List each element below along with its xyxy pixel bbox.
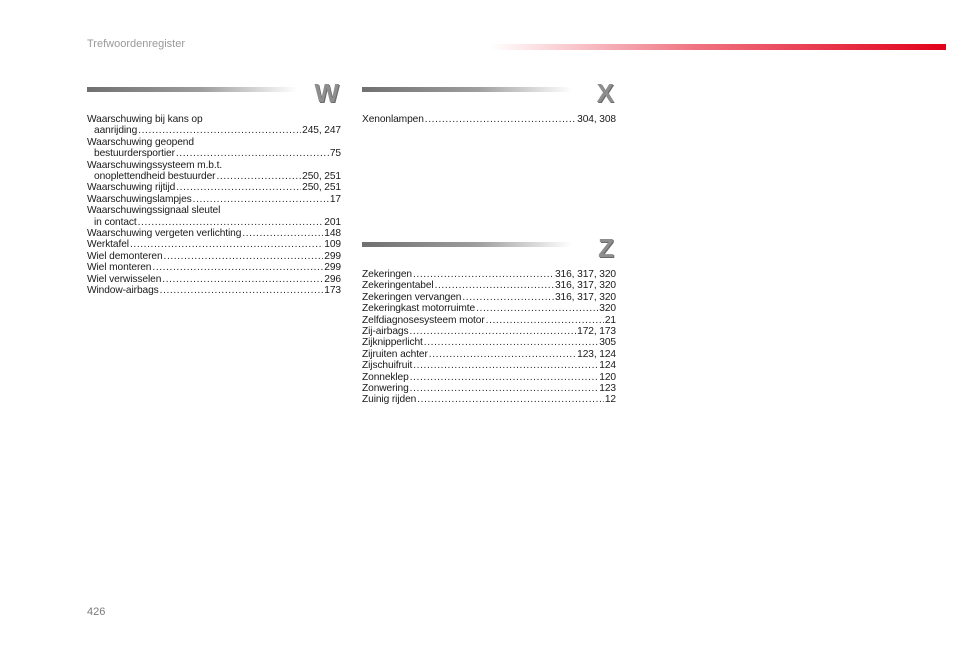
index-entry-pages[interactable]: 299 <box>324 250 341 262</box>
index-entry-term: Zekeringen <box>362 269 412 280</box>
header-title: Trefwoordenregister <box>87 38 186 50</box>
section-letter-x: X <box>596 78 614 108</box>
index-entry-term: Zij-airbags <box>362 326 409 338</box>
header-accent-bar <box>490 44 946 50</box>
index-entry-term: onoplettendheid bestuurder <box>94 171 216 183</box>
index-entry <box>87 125 341 136</box>
index-entry-term: Zekeringentabel <box>362 280 434 292</box>
section-rule <box>362 87 572 92</box>
index-entry-term: Zekeringkast motorruimte <box>362 303 476 315</box>
index-entry-pages[interactable]: 109 <box>324 239 341 251</box>
index-entry <box>87 217 341 228</box>
index-entry-pages[interactable]: 245, 247 <box>302 125 341 137</box>
index-entry-heading: Waarschuwing geopend <box>87 136 194 148</box>
index-entry-pages[interactable]: 316, 317, 320 <box>554 280 616 292</box>
index-entry-term: Waarschuwing vergeten verlichting <box>87 228 242 240</box>
index-entry <box>362 303 616 314</box>
index-entry-term: Wiel demonteren <box>87 250 163 262</box>
index-entry-term: in contact <box>94 216 137 228</box>
index-entry <box>362 315 616 326</box>
index-entry <box>87 239 341 250</box>
dot-leader <box>462 292 554 303</box>
index-entry-pages[interactable]: 21 <box>604 314 616 326</box>
dot-leader <box>413 360 598 371</box>
index-entry <box>362 280 616 291</box>
index-entries-w <box>87 114 341 297</box>
index-entry-term: Zelfdiagnosesysteem motor <box>362 314 485 326</box>
index-entry-term: Xenonlampen <box>362 114 424 125</box>
index-entry-term: Zijruiten achter <box>362 348 428 360</box>
index-entry-pages[interactable]: 304, 308 <box>577 114 616 125</box>
index-entry-pages[interactable]: 250, 251 <box>302 171 341 183</box>
section-letter-w: W <box>314 78 339 108</box>
index-entry <box>362 337 616 348</box>
index-entry <box>87 228 341 239</box>
index-entry-pages[interactable]: 316, 317, 320 <box>554 269 616 280</box>
dot-leader <box>476 303 598 314</box>
dot-leader <box>138 125 301 136</box>
index-entry <box>87 251 341 262</box>
index-entry-pages[interactable]: 201 <box>324 216 341 228</box>
index-entry-term: Waarschuwing rijtijd <box>87 182 176 194</box>
dot-leader <box>162 274 323 285</box>
index-entry-term: bestuurdersportier <box>94 148 175 160</box>
index-entry-pages[interactable]: 12 <box>604 394 616 406</box>
index-entry-pages[interactable]: 124 <box>599 360 616 372</box>
index-entry-term: Wiel verwisselen <box>87 273 162 285</box>
dot-leader <box>193 194 329 205</box>
index-entry <box>362 383 616 394</box>
index-entry-term: Zonwering <box>362 383 409 395</box>
dot-leader <box>160 285 324 296</box>
index-entry <box>362 269 616 280</box>
index-entry-pages[interactable]: 316, 317, 320 <box>554 291 616 303</box>
section-rule <box>87 87 297 92</box>
dot-leader <box>424 337 599 348</box>
dot-leader <box>176 148 329 159</box>
section-rule <box>362 242 572 247</box>
dot-leader <box>152 262 323 273</box>
index-entry-term: Werktafel <box>87 239 129 251</box>
dot-leader <box>413 269 554 280</box>
dot-leader <box>409 326 576 337</box>
index-entry-pages[interactable]: 250, 251 <box>302 182 341 194</box>
index-entry-pages[interactable]: 173 <box>324 285 341 297</box>
dot-leader <box>435 280 554 291</box>
index-entry <box>87 194 341 205</box>
index-entry <box>87 262 341 273</box>
index-entry <box>87 148 341 159</box>
index-entry-term: Waarschuwingslampjes <box>87 193 192 205</box>
index-entry-pages[interactable]: 320 <box>599 303 616 315</box>
index-entry-pages[interactable]: 123, 124 <box>577 348 616 360</box>
index-entry-heading: Waarschuwing bij kans op <box>87 114 203 125</box>
dot-leader <box>138 217 324 228</box>
dot-leader <box>164 251 324 262</box>
index-entry <box>87 285 341 296</box>
index-entry <box>362 292 616 303</box>
index-entry <box>362 394 616 405</box>
index-entry-term: Wiel monteren <box>87 262 152 274</box>
dot-leader <box>486 315 604 326</box>
index-entry-term: aanrijding <box>94 125 138 137</box>
dot-leader <box>242 228 323 239</box>
section-letter-z: Z <box>598 233 614 263</box>
index-entries-x <box>362 114 616 125</box>
dot-leader <box>410 372 599 383</box>
index-entry-pages[interactable]: 296 <box>324 273 341 285</box>
index-entry-pages[interactable]: 172, 173 <box>577 326 616 338</box>
index-entry <box>362 349 616 360</box>
index-entry <box>362 360 616 371</box>
index-entry-pages[interactable]: 123 <box>599 383 616 395</box>
index-entry-pages[interactable]: 305 <box>599 337 616 349</box>
index-entry-term: Zijschuifruit <box>362 360 413 372</box>
index-entry-pages[interactable]: 17 <box>329 193 341 205</box>
index-entries-z <box>362 269 616 406</box>
index-entry-term: Zijknipperlicht <box>362 337 423 349</box>
index-entry <box>362 372 616 383</box>
index-entry <box>362 114 616 125</box>
dot-leader <box>429 349 576 360</box>
index-entry-pages[interactable]: 148 <box>324 228 341 240</box>
index-entry <box>362 326 616 337</box>
index-entry-term: Zonneklep <box>362 371 409 383</box>
index-entry <box>87 274 341 285</box>
index-entry-term: Zekeringen vervangen <box>362 291 462 303</box>
page-number: 426 <box>87 606 106 618</box>
dot-leader <box>176 182 301 193</box>
index-entry-term: Zuinig rijden <box>362 394 417 406</box>
dot-leader <box>130 239 323 250</box>
index-entry <box>87 182 341 193</box>
dot-leader <box>417 394 604 405</box>
dot-leader <box>216 171 301 182</box>
index-entry-heading: Waarschuwingssignaal sleutel <box>87 205 221 217</box>
index-entry-pages[interactable]: 75 <box>329 148 341 160</box>
index-entry <box>87 171 341 182</box>
index-entry-pages[interactable]: 120 <box>599 371 616 383</box>
index-entry-heading: Waarschuwingssysteem m.b.t. <box>87 159 223 171</box>
index-entry-pages[interactable]: 299 <box>324 262 341 274</box>
dot-leader <box>410 383 599 394</box>
index-entry-term: Window-airbags <box>87 285 159 297</box>
dot-leader <box>425 114 576 125</box>
